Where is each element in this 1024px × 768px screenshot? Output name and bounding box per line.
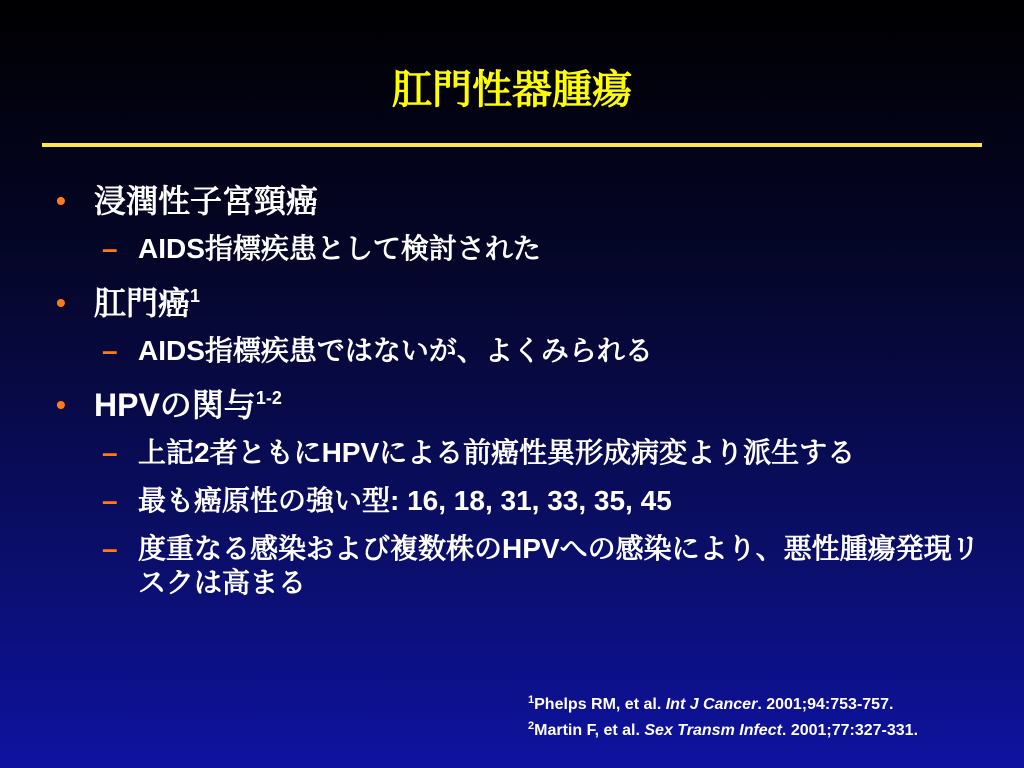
reference-item (528, 718, 918, 744)
bullet-text: 肛門癌 (94, 285, 191, 321)
sub-bullet-item (56, 232, 986, 266)
sub-bullet-text: AIDS指標疾患として検討された (138, 233, 541, 264)
dash-icon: – (102, 533, 118, 564)
sub-bullet-item (56, 484, 986, 518)
reference-number: 1 (528, 694, 535, 706)
bullet-item (56, 280, 986, 326)
reference-details: . 2001;77:327-331. (781, 722, 919, 739)
sub-bullet-item (56, 532, 986, 600)
reference-authors: Phelps RM, et al. (534, 696, 666, 713)
dash-icon: – (102, 233, 118, 264)
reference-details: . 2001;94:753-757. (757, 696, 894, 713)
sub-bullet-text: 最も癌原性の強い型: 16, 18, 31, 33, 35, 45 (138, 485, 672, 516)
citation-superscript: 1-2 (255, 388, 282, 408)
reference-authors: Martin F, et al. (534, 722, 645, 739)
reference-journal: Sex Transm Infect (644, 722, 782, 739)
bullet-dot-icon: • (56, 389, 66, 420)
citation-superscript: 1 (190, 286, 201, 306)
references (528, 692, 918, 744)
sub-bullet-text: AIDS指標疾患ではないが、よくみられる (138, 335, 653, 366)
sub-bullet-text: 度重なる感染および複数株のHPVへの感染により、悪性腫瘍発現リスクは高まる (138, 533, 980, 598)
bullet-item (56, 382, 986, 428)
bullet-item (56, 178, 986, 224)
title-divider (42, 143, 982, 147)
bullet-text: 浸潤性子宮頸癌 (94, 183, 319, 219)
reference-journal: Int J Cancer (665, 696, 758, 713)
bullet-dot-icon: • (56, 185, 66, 216)
dash-icon: – (102, 485, 118, 516)
sub-bullet-item (56, 436, 986, 470)
dash-icon: – (102, 437, 118, 468)
reference-item (528, 692, 918, 718)
bullet-text: HPVの関与 (94, 387, 256, 423)
bullet-dot-icon: • (56, 287, 66, 318)
sub-bullet-item (56, 334, 986, 368)
slide-title: 肛門性器腫瘍 (392, 68, 632, 112)
bullet-list (56, 178, 986, 614)
dash-icon: – (102, 335, 118, 366)
sub-bullet-text: 上記2者ともにHPVによる前癌性異形成病変より派生する (138, 437, 856, 468)
reference-number: 2 (528, 720, 535, 732)
